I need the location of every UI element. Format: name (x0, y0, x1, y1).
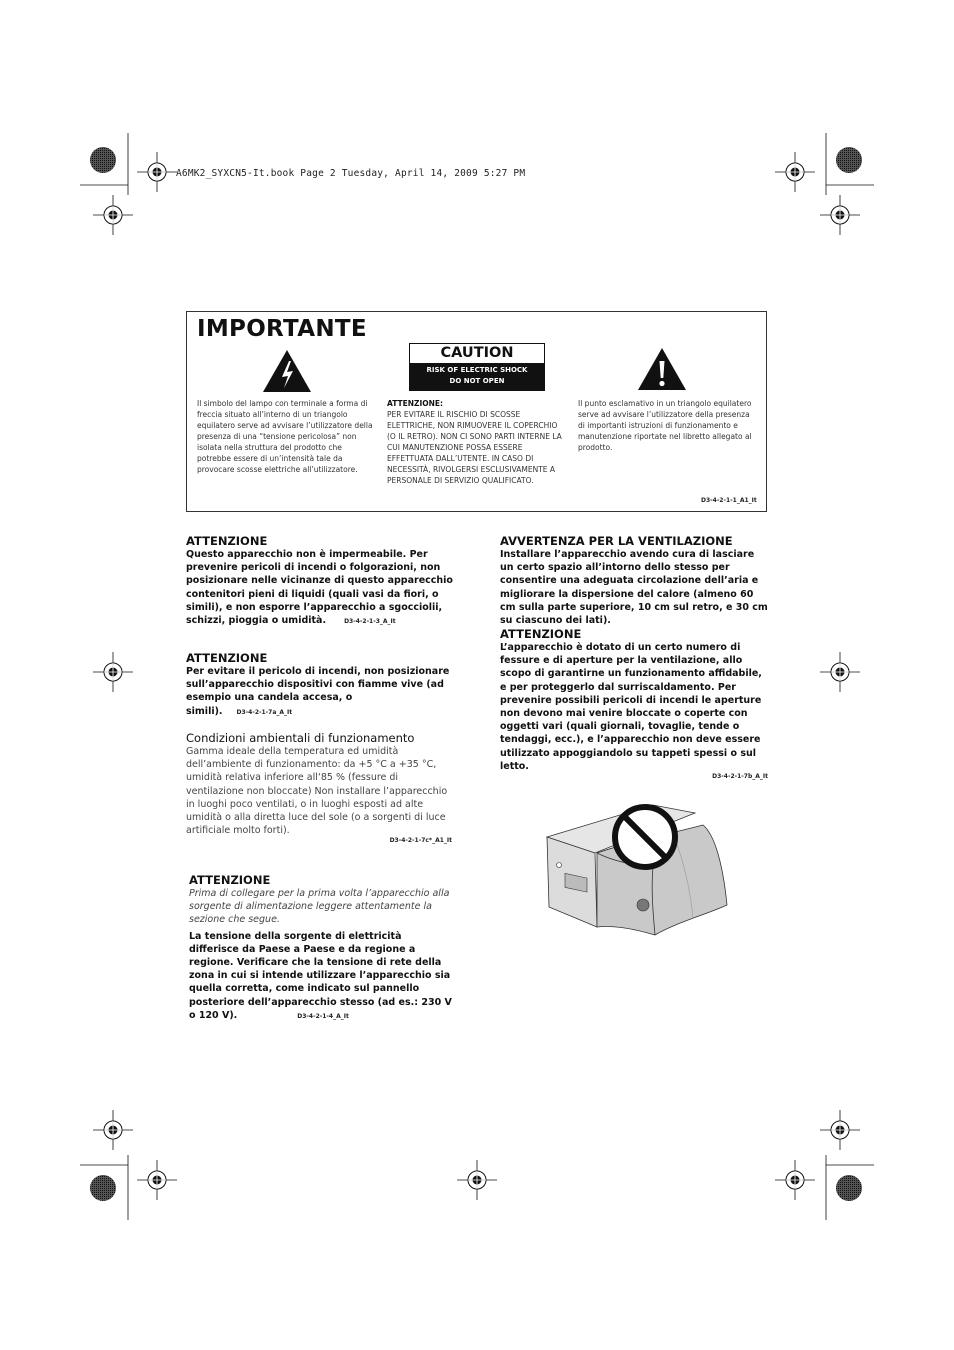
exclamation-triangle-icon (637, 347, 687, 391)
section-body: Questo apparecchio non è impermeabile. Per prevenire pericoli di incendi o folgorazioni, non posizionare nelle vicinanze di questo apparecchio contenitori pieni di liquidi (quali vasi da fiori, o simili), e non esporre l’apparecchio a sgocciolii, schizzi, pioggia o umidità. D3-4-2-1-3_A_It (186, 549, 453, 627)
caution-text-block (387, 398, 565, 486)
caution-label-line2: DO NOT OPEN (449, 377, 505, 385)
print-header-line: A6MK2_SYXCN5-It.book Page 2 Tuesday, April 14, 2009 5:27 PM (176, 168, 526, 179)
section-heading: AVVERTENZA PER LA VENTILAZIONE (500, 534, 733, 548)
section-ventilation-warning (500, 534, 768, 627)
section-intro: Prima di collegare per la prima volta l’apparecchio alla sorgente di alimentazione leggere attentamente la sezione che segue. (189, 888, 450, 926)
section-environment (186, 731, 452, 844)
section-body: Installare l’apparecchio avendo cura di lasciare un certo spazio all’intorno dello stesso per consentire una adeguata circolazione dell’aria e migliorare la dispersione del calore (almeno 60 cm sulla parte superiore, 10 cm sul retro, e 30 cm su ciascuno dei lati). (500, 549, 768, 627)
section-ventilation-openings (500, 627, 768, 780)
caution-label-line1: RISK OF ELECTRIC SHOCK (426, 366, 528, 374)
section-heading: ATTENZIONE (189, 873, 271, 887)
section-heading: ATTENZIONE (186, 651, 268, 665)
section-voltage-warning (189, 873, 454, 1023)
caution-label (409, 343, 545, 391)
reference-code: D3-4-2-1-7b_A_It (712, 773, 768, 781)
lightning-symbol-text: Il simbolo del lampo con terminale a forma di freccia situato all’interno di un triangolo equilatero serve ad avvisare l’utilizzatore della presenza di una “tensione pericolosa” non isolata nella struttura del prodotto che potrebbe essere di un’intensità tale da provocare scosse elettriche all’utilizzatore. (197, 399, 373, 474)
section-body: Per evitare il pericolo di incendi, non posizionare sull’apparecchio dispositivi con fiamme vive (ad esempio una candela accesa, o simili). D3-4-2-1-7a_A_It (186, 666, 450, 717)
reference-code: D3-4-2-1-3_A_It (344, 618, 396, 626)
caution-text-body: PER EVITARE IL RISCHIO DI SCOSSE ELETTRICHE, NON RIMUOVERE IL COPERCHIO (O IL RETRO). NON CI SONO PARTI INTERNE LA CUI MANUTENZIONE POSSA ESSERE EFFETTUATA DALL’UTENTE. IN CASO DI NECESSITÀ, RIVOLGERSI ESCLUSIVAMENTE A PERSONALE DI SERVIZIO QUALIFICATO. (387, 410, 562, 485)
section-fire-warning (186, 651, 454, 719)
reference-code: D3-4-2-1-7a_A_It (236, 708, 293, 716)
caution-label-main: CAUTION (440, 345, 514, 361)
box-reference-code: D3-4-2-1-1_A1_It (701, 497, 757, 504)
caution-text-heading: ATTENZIONE: (387, 399, 444, 408)
reference-code: D3-4-2-1-7c*_A1_It (389, 837, 452, 845)
section-body: La tensione della sorgente di elettricità differisce da Paese a Paese e da regione a regione. Verificare che la tensione di rete della zona in cui si intende utilizzare l’apparecchio sia quella corretta, come indicato sul pannello posteriore dell’apparecchio stesso (ad es.: 230 V o 120 V). D3-4-2-1-4_A_It (189, 930, 452, 1021)
covered-amplifier-prohibited-icon (535, 795, 735, 940)
section-heading: ATTENZIONE (500, 627, 582, 641)
lightning-triangle-icon (262, 349, 312, 393)
box-title: IMPORTANTE (197, 316, 367, 342)
exclamation-symbol-text: Il punto esclamativo in un triangolo equilatero serve ad avvisare l’utilizzatore della presenza di importanti istruzioni di funzionamento e manutenzione riportate nel libretto allegato al prodotto. (578, 399, 752, 452)
section-heading: ATTENZIONE (186, 534, 268, 548)
section-body: L’apparecchio è dotato di un certo numero di fessure e di aperture per la ventilazione, allo scopo di garantirne un funzionamento affidabile, e per proteggerlo dal surriscaldamento. Per prevenire possibili pericoli di incendi le aperture non devono mai venire bloccate o coperte con oggetti vari (quali giornali, tovaglie, tende o tendaggi, ecc.), e l’apparecchio non deve essere utilizzato appoggiandolo su tappeti spessi o sul letto. (500, 642, 762, 772)
reference-code: D3-4-2-1-4_A_It (297, 1012, 349, 1020)
section-water-warning (186, 534, 454, 628)
section-heading: Condizioni ambientali di funzionamento (186, 731, 415, 745)
important-warning-box (186, 311, 767, 512)
caution-label-sub (410, 363, 544, 390)
section-body: Gamma ideale della temperatura ed umidità dell’ambiente di funzionamento: da +5 °C a +35 °C, umidità relativa inferiore all‘85 % (fessure di ventilazione non bloccate) Non installare l’apparecchio in luoghi poco ventilati, o in luoghi esposti ad alte umidità o alla diretta luce del sole (o a sorgenti di luce artificiale molto forti). (186, 746, 448, 837)
